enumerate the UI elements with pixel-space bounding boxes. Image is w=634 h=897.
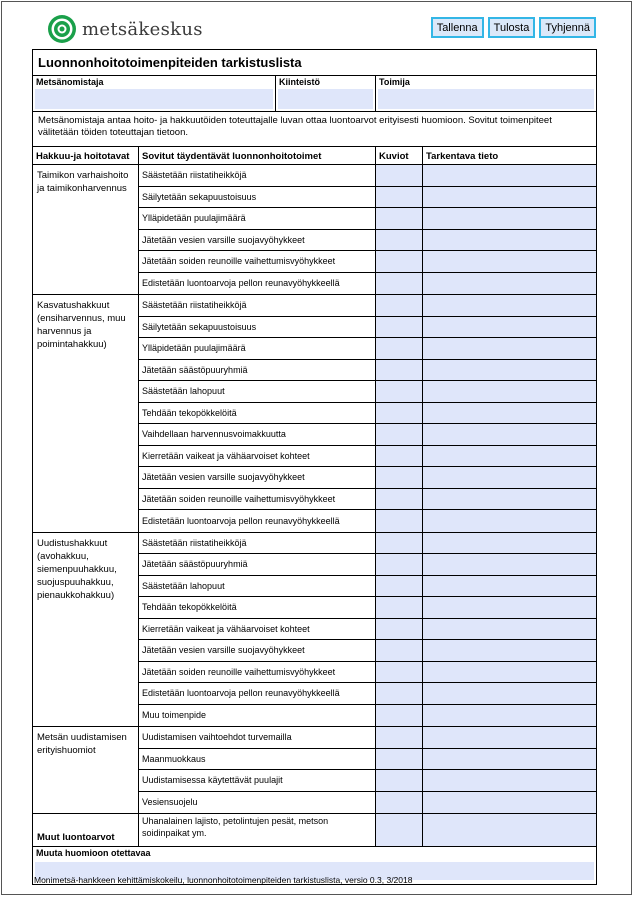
compartment-field[interactable] [376,510,423,532]
header-details: Tarkentava tieto [426,151,499,162]
compartment-field[interactable] [376,446,423,467]
checklist-group [33,295,596,533]
save-button[interactable]: Tallenna [431,17,484,38]
compartment-field[interactable] [376,165,423,186]
table-row [139,792,596,814]
compartment-field[interactable] [376,683,423,704]
table-row [139,619,596,641]
table-row [139,770,596,792]
detail-field[interactable] [423,597,596,618]
compartment-field[interactable] [376,208,423,229]
action-label: Jätetään soiden reunoille vaihettumisvyöhykkeet [139,489,376,510]
compartment-field[interactable] [376,273,423,295]
detail-field[interactable] [423,749,596,770]
table-row [139,208,596,230]
table-row [139,187,596,209]
compartment-field[interactable] [376,662,423,683]
header-compartments: Kuviot [376,147,423,164]
action-label: Vaihdellaan harvennusvoimakkuutta [139,424,376,445]
compartment-field[interactable] [376,792,423,814]
checklist-group [33,727,596,814]
detail-field[interactable] [423,360,596,381]
compartment-field[interactable] [376,814,423,846]
checklist-group [33,533,596,728]
compartment-field[interactable] [376,338,423,359]
detail-field[interactable] [423,683,596,704]
compartment-field[interactable] [376,619,423,640]
compartment-field[interactable] [376,705,423,727]
other-values-group [33,814,596,847]
detail-field[interactable] [423,533,596,554]
owner-row [33,76,596,112]
compartment-field[interactable] [376,251,423,272]
action-label: Tehdään tekopökkelöitä [139,597,376,618]
detail-field[interactable] [423,165,596,186]
detail-field[interactable] [423,187,596,208]
table-row [139,360,596,382]
table-row [139,597,596,619]
detail-field[interactable] [423,381,596,402]
action-label: Jätetään vesien varsille suojavyöhykkeet [139,640,376,661]
metsakeskus-logo-icon [47,14,77,44]
detail-field[interactable] [423,467,596,488]
table-row [139,403,596,425]
detail-field[interactable] [423,338,596,359]
table-row [139,533,596,555]
action-label: Jätetään soiden reunoille vaihettumisvyöhykkeet [139,251,376,272]
compartment-field[interactable] [376,554,423,575]
table-row [139,446,596,468]
checklist-form [32,49,597,885]
table-row [139,749,596,771]
action-label: Säästetään lahopuut [139,576,376,597]
table-row [139,510,596,532]
header-actions: Sovitut täydentävät luonnonhoitotoimet [139,147,376,164]
table-row [139,814,596,846]
group-label: Metsän uudistamisen erityishuomiot [33,727,139,813]
detail-field[interactable] [423,662,596,683]
compartment-field[interactable] [376,597,423,618]
other-values-label: Muut luontoarvot [33,814,139,846]
action-label: Säilytetään sekapuustoisuus [139,187,376,208]
compartment-field[interactable] [376,187,423,208]
detail-field[interactable] [423,576,596,597]
compartment-field[interactable] [376,360,423,381]
detail-field[interactable] [423,317,596,338]
contractor-field[interactable] [378,89,594,109]
action-label: Kierretään vaikeat ja vähäarvoiset kohteet [139,619,376,640]
detail-field[interactable] [423,273,596,295]
table-header [33,147,596,165]
detail-field[interactable] [423,403,596,424]
detail-field[interactable] [423,554,596,575]
action-label: Ylläpidetään puulajimäärä [139,338,376,359]
compartment-field[interactable] [376,403,423,424]
detail-field[interactable] [423,230,596,251]
action-label: Uudistamisen vaihtoehdot turvemailla [139,727,376,748]
detail-field[interactable] [423,792,596,814]
action-label: Jätetään säästöpuuryhmiä [139,360,376,381]
compartment-field[interactable] [376,749,423,770]
detail-field[interactable] [423,446,596,467]
table-row [139,317,596,339]
intro-text: Metsänomistaja antaa hoito- ja hakkuutöiden toteuttajalle luvan ottaa luontoarvot erityisesti huomioon. Sovitut toimenpiteet välitetään töiden toteuttajan tietoon. [33,112,596,147]
action-label: Jätetään soiden reunoille vaihettumisvyöhykkeet [139,662,376,683]
property-label: Kiinteistö [279,77,321,87]
group-label: Taimikon varhaishoito ja taimikonharvennus [33,165,139,294]
property-field[interactable] [278,89,373,109]
action-label: Säästetään riistatiheikköjä [139,533,376,554]
action-label: Vesiensuojelu [139,792,376,814]
header-methods: Hakkuu-ja hoitotavat [33,147,139,164]
table-row [139,295,596,317]
table-row [139,683,596,705]
table-row [139,576,596,598]
action-label: Maanmuokkaus [139,749,376,770]
form-title: Luonnonhoitotoimenpiteiden tarkistuslista [33,50,596,76]
table-row [139,554,596,576]
compartment-field[interactable] [376,727,423,748]
compartment-field[interactable] [376,640,423,661]
detail-field[interactable] [423,814,596,846]
print-button[interactable]: Tulosta [488,17,536,38]
detail-field[interactable] [423,770,596,791]
detail-field[interactable] [423,510,596,532]
table-row [139,662,596,684]
table-row [139,273,596,295]
table-row [139,165,596,187]
compartment-field[interactable] [376,467,423,488]
table-row [139,467,596,489]
action-label: Muu toimenpide [139,705,376,727]
action-label: Edistetään luontoarvoja pellon reunavyöhykkeellä [139,273,376,295]
action-label: Edistetään luontoarvoja pellon reunavyöhykkeellä [139,683,376,704]
clear-button[interactable]: Tyhjennä [539,17,596,38]
detail-field[interactable] [423,295,596,316]
action-label: Kierretään vaikeat ja vähäarvoiset kohteet [139,446,376,467]
action-label: Säästetään riistatiheikköjä [139,165,376,186]
action-label: Jätetään vesien varsille suojavyöhykkeet [139,467,376,488]
table-row [139,251,596,273]
group-label: Uudistushakkuut (avohakkuu, siemenpuuhakkuu, suojuspuuhakkuu, pienaukkohakkuu) [33,533,139,727]
toolbar [431,17,596,38]
owner-field[interactable] [35,89,273,109]
checklist-group [33,165,596,295]
compartment-field[interactable] [376,424,423,445]
logo [47,13,203,45]
table-row [139,727,596,749]
compartment-field[interactable] [376,576,423,597]
detail-field[interactable] [423,640,596,661]
table-row [139,230,596,252]
compartment-field[interactable] [376,770,423,791]
compartment-field[interactable] [376,381,423,402]
detail-field[interactable] [423,424,596,445]
table-row [139,705,596,727]
compartment-field[interactable] [376,295,423,316]
action-label: Uhanalainen lajisto, petolintujen pesät, metson soidinpaikat ym. [139,814,376,846]
action-label: Jätetään säästöpuuryhmiä [139,554,376,575]
footer: Monimetsä-hankkeen kehittämiskokeilu, luonnonhoitotoimenpiteiden tarkistuslista, versio 0.3, 3/2018 [34,875,413,885]
action-label: Edistetään luontoarvoja pellon reunavyöhykkeellä [139,510,376,532]
compartment-field[interactable] [376,317,423,338]
table-row [139,424,596,446]
table-row [139,381,596,403]
action-label: Jätetään vesien varsille suojavyöhykkeet [139,230,376,251]
group-label: Kasvatushakkuut (ensiharvennus, muu harvennus ja poimintahakkuu) [33,295,139,532]
action-label: Säästetään riistatiheikköjä [139,295,376,316]
action-label: Uudistamisessa käytettävät puulajit [139,770,376,791]
table-row [139,489,596,511]
table-row [139,338,596,360]
detail-field[interactable] [423,727,596,748]
action-label: Tehdään tekopökkelöitä [139,403,376,424]
detail-field[interactable] [423,251,596,272]
detail-field[interactable] [423,208,596,229]
detail-field[interactable] [423,489,596,510]
detail-field[interactable] [423,619,596,640]
detail-field[interactable] [423,705,596,727]
logo-text: metsäkeskus [82,18,203,40]
other-notes-label: Muuta huomioon otettavaa [36,848,151,858]
table-row [139,640,596,662]
owner-label: Metsänomistaja [36,77,104,87]
compartment-field[interactable] [376,533,423,554]
compartment-field[interactable] [376,489,423,510]
action-label: Ylläpidetään puulajimäärä [139,208,376,229]
contractor-label: Toimija [379,77,410,87]
action-label: Säilytetään sekapuustoisuus [139,317,376,338]
compartment-field[interactable] [376,230,423,251]
action-label: Säästetään lahopuut [139,381,376,402]
